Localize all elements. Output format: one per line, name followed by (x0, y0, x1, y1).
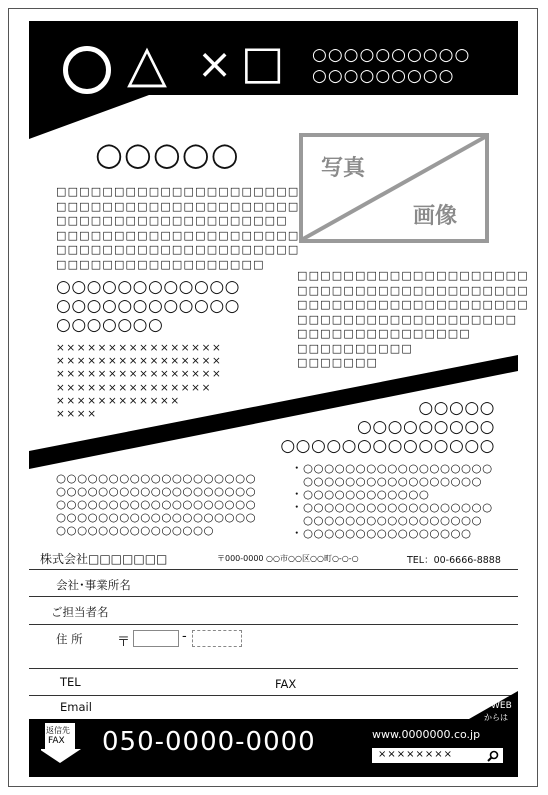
footer-slant (29, 691, 518, 721)
fax-field-label: FAX (275, 677, 297, 691)
company-address: 〒000-0000 ○○市○○区○○町○-○-○ (217, 554, 359, 563)
text-line: □□□□□□□ (297, 356, 379, 369)
square-shape-icon: □ (241, 35, 285, 89)
cross-shape-icon: × (197, 39, 233, 88)
text-line: ×××××××××××× (56, 394, 181, 407)
web-sub-label: からは (484, 713, 508, 722)
list-item: ・○○○○○○○○○○○○○○○○○○ (291, 461, 493, 475)
text-line: ○○○○○○○○○○○○ (56, 296, 241, 316)
zip-code-second-input[interactable] (192, 630, 242, 647)
zip-dash: - (182, 629, 187, 644)
text-line: □□□□□□□□□□□□□□□□□□□□□ (56, 243, 300, 256)
form-row-company (29, 569, 518, 597)
list-item: ・○○○○○○○○○○○○○○○○○○ (291, 500, 493, 514)
company-field-label: 会社･事業所名 (56, 578, 131, 592)
zip-mark: 〒 (117, 635, 131, 650)
tel-field-label: TEL (60, 675, 81, 689)
website-url[interactable]: www.0000000.co.jp (372, 728, 481, 741)
diagonal-band (29, 351, 518, 471)
text-line: □□□□□□□□□□ (297, 341, 413, 355)
triangle-shape-icon: △ (127, 34, 167, 94)
fax-number: 050-0000-0000 (102, 727, 316, 757)
list-item: ・○○○○○○○○○○○○ (291, 487, 430, 501)
text-line: □□□□□□□□□□□□□□□□□□□ (297, 312, 518, 326)
text-line: ○○○○○○○○○○○○○○○○○○○ (56, 484, 257, 498)
text-line: □□□□□□□□□□□□□□□□□□□□□ (56, 228, 300, 242)
search-placeholder: ×××××××× (378, 749, 454, 760)
photo-placeholder (299, 133, 489, 243)
text-line: □□□□□□□□□□□□□□□□□□□□□ (56, 185, 300, 198)
search-icon[interactable] (487, 750, 499, 762)
list-item: ○○○○○○○○○○○○○○○○○ (291, 513, 483, 527)
header-circles-line1: ○○○○○○○○○○ (312, 45, 471, 65)
zip-code-first-input[interactable] (133, 630, 179, 647)
address-field-label: 住 所 (56, 632, 83, 646)
text-line: ○○○○○○○○○○○○ (56, 277, 241, 297)
fax-arrow-text1: 返信先 (46, 726, 70, 735)
text-line: ○○○○○○○○○○○○○○○○○○○ (56, 497, 257, 511)
text-line: ○○○○○○○○○○○○○○○ (56, 523, 215, 537)
person-field-label: ご担当者名 (51, 605, 109, 619)
text-line: □□□□□□□□□□□□□□□□□□□□ (56, 214, 288, 227)
header-circles-line2: ○○○○○○○○○ (312, 66, 455, 86)
left-circle-text (56, 278, 240, 335)
company-info (29, 548, 518, 570)
flyer-sheet (29, 21, 529, 777)
text-line: □□□□□□□□□□□□□□□ (297, 327, 471, 340)
text-line: □□□□□□□□□□□□□□□□□□ (56, 257, 265, 271)
main-heading: ○○○○○ (95, 135, 240, 173)
left-body-text (56, 185, 299, 272)
text-line: ○○○○○○○○○○○○○○○○○○○ (56, 471, 257, 485)
lower-left-text (56, 472, 256, 537)
text-line: □□□□□□□□□□□□□□□□□□□□ (297, 269, 529, 282)
text-line: ○○○○○○○ (56, 315, 164, 335)
email-field-label: Email (60, 700, 92, 714)
web-label: WEB (491, 701, 512, 711)
company-tel: TEL：00-6666-8888 (407, 555, 501, 566)
circle-shape-icon (63, 46, 111, 94)
lower-right-list (291, 462, 493, 540)
text-line: ×××× (56, 408, 98, 421)
text-line: ○○○○○ (418, 398, 495, 418)
text-line: ○○○○○○○○○ (356, 417, 495, 437)
text-line: □□□□□□□□□□□□□□□□□□□□□ (56, 199, 300, 213)
text-line: ×××××××××××××××× (56, 368, 223, 381)
form-row-address (29, 624, 518, 669)
image-label: 画像 (413, 204, 458, 229)
text-line: ××××××××××××××× (56, 381, 212, 394)
search-box[interactable] (372, 748, 503, 763)
form-row-person (29, 596, 518, 625)
fax-arrow-text2: FAX (48, 736, 65, 746)
photo-label: 写真 (321, 156, 366, 181)
list-item: ・○○○○○○○○○○○○○○○○ (291, 526, 472, 540)
text-line: □□□□□□□□□□□□□□□□□□□□ (297, 283, 529, 297)
text-line: ○○○○○○○○○○○○○○ (280, 436, 495, 456)
text-line: ×××××××××××××××× (56, 342, 223, 354)
text-line: ×××××××××××××××× (56, 355, 223, 368)
text-line: ○○○○○○○○○○○○○○○○○○○ (56, 510, 257, 524)
company-name: 株式会社□□□□□□□ (40, 552, 168, 566)
text-line: □□□□□□□□□□□□□□□□□□□□ (297, 298, 529, 311)
list-item: ○○○○○○○○○○○○○○○○○ (291, 474, 483, 488)
